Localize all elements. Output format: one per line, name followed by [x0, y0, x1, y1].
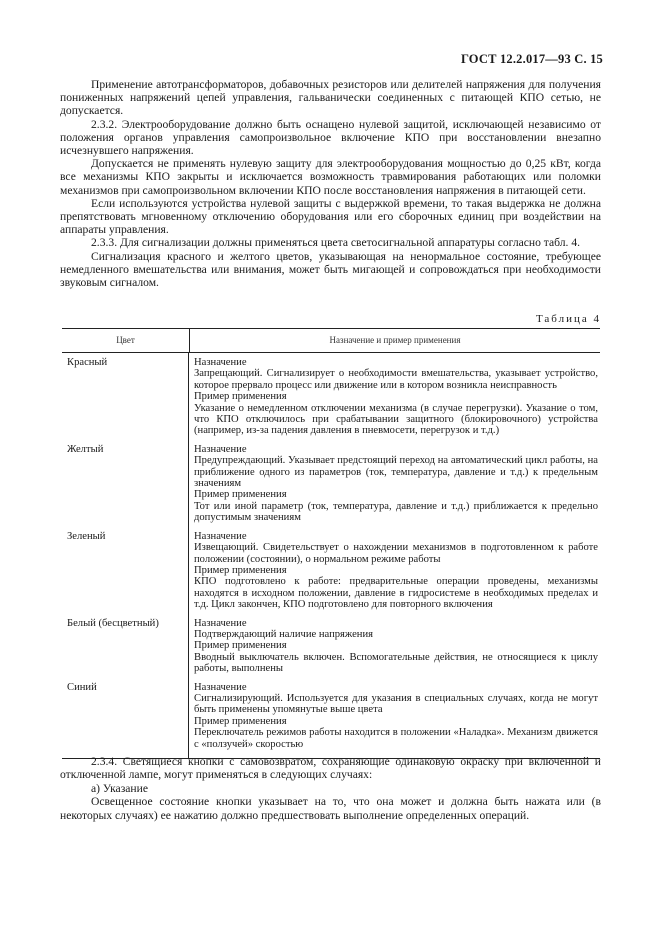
color-cell: Синий	[62, 678, 189, 758]
purpose-line: Сигнализирующий. Используется для указания в специальных случаях, когда не могут быть применены упомянутые выше цвета	[194, 692, 598, 716]
purpose-line: Тот или иной параметр (ток, температура, давление и т.д.) приближается к предельно допустимым значениям	[194, 500, 598, 524]
color-cell: Белый (бесцветный)	[62, 614, 189, 678]
purpose-line: Назначение	[194, 357, 247, 368]
table-row	[62, 440, 600, 527]
paragraph: а) Указание	[91, 781, 148, 795]
paragraph: 2.3.2. Электрооборудование должно быть оснащено нулевой защитой, исключающей независимо от положения органов управления самопроизвольное включение КПО при восстановлении внезапно исчезнувшего напряжения.	[60, 117, 601, 158]
purpose-line: Подтверждающий наличие напряжения	[194, 628, 374, 640]
purpose-line: Назначение	[194, 530, 247, 542]
purpose-cell	[189, 527, 600, 614]
purpose-cell	[189, 614, 600, 678]
paragraph: Применение автотрансформаторов, добавочных резисторов или делителей напряжения для получения пониженных напряжений цепей управления, гальванически соединенных с питающей КПО сетью, не допускается.	[60, 78, 601, 118]
table-body	[62, 353, 600, 759]
paragraph: Допускается не применять нулевую защиту для электрооборудования мощностью до 0,25 кВт, когда все механизмы КПО закрыты и исключается возможность травмирования работающих или поломки механизмов при самопроизвольном включении КПО после восстановления напряжения в питающей сети.	[60, 157, 601, 197]
purpose-line: Переключатель режимов работы находится в положении «Наладка». Механизм движется с «ползучей» скоростью	[194, 727, 598, 750]
purpose-cell	[189, 678, 600, 758]
paragraph: Сигнализация красного и желтого цветов, указывающая на ненормальное состояние, требующее немедленного вмешательства или внимания, может быть мигающей и сопровождаться при необходимости звуковым сигналом.	[60, 249, 601, 290]
table-row	[62, 614, 600, 678]
purpose-line: Запрещающий. Сигнализирует о необходимости вмешательства, указывает устройство, которое прервало процесс или движение или в котором возникла неисправность	[194, 368, 598, 391]
table-row	[62, 678, 600, 759]
paragraph: 2.3.3. Для сигнализации должны применяться цвета светосигнальной аппаратуры согласно табл. 4.	[91, 236, 581, 250]
purpose-line: Пример применения	[194, 640, 287, 652]
purpose-cell	[189, 440, 600, 527]
body-text-bottom	[60, 755, 601, 822]
header-color: Цвет	[62, 329, 190, 352]
paragraph: 2.3.4. Светящиеся кнопки с самовозвратом, сохраняющие одинаковую окраску при включенной и отключенной лампе, могут применяться в следующих случаях:	[60, 755, 601, 782]
color-cell: Желтый	[62, 440, 189, 527]
purpose-line: Вводный выключатель включен. Вспомогательные действия, не относящиеся к циклу работы, выполнены	[194, 651, 598, 675]
table-header-row	[62, 328, 600, 353]
signal-color-table	[62, 328, 600, 759]
purpose-line: Указание о немедленном отключении механизма (в случае перегрузки). Указание о том, что КПО отключилось при срабатывании защитного (блокировочного) устройства (например, из-за падения давления в пневмосети, перегрузок и т.д.)	[194, 402, 598, 437]
table-row	[62, 353, 600, 440]
purpose-line: Назначение	[194, 681, 247, 693]
purpose-line: Пример применения	[194, 564, 287, 576]
header-purpose: Назначение и пример применения	[329, 334, 461, 345]
paragraph: Освещенное состояние кнопки указывает на то, что она может и должна быть нажата или (в некоторых случаях) ее нажатию должно предшествовать выполнение определенных операций.	[60, 795, 601, 822]
purpose-line: Предупреждающий. Указывает предстоящий переход на автоматический цикл работы, на приближение одного из параметров (ток, температура, давление и т.д.) к предельным значениям	[194, 455, 598, 490]
purpose-line: Назначение	[194, 617, 247, 629]
purpose-line: Извещающий. Свидетельствует о нахождении механизмов в подготовленном к работе положении (состоянии), о нормальном режиме работы	[194, 542, 598, 565]
body-text-top	[60, 78, 601, 289]
paragraph: Если используются устройства нулевой защиты с выдержкой времени, то такая выдержка не должна препятствовать мгновенному отключению оборудования или его сборочных единиц при воздействии на аппараты управления.	[60, 196, 601, 237]
purpose-line: Назначение	[194, 443, 247, 455]
purpose-cell	[189, 353, 600, 440]
purpose-line: КПО подготовлено к работе: предварительные операции проведены, механизмы находятся в исходном положении, давление в гидросистеме в необходимых пределах и т.д. Цикл закончен, КПО подготовлено для повторного включения	[194, 576, 598, 611]
color-cell: Красный	[62, 353, 189, 440]
purpose-line: Пример применения	[194, 489, 287, 501]
color-cell: Зеленый	[62, 527, 189, 614]
table-caption: Таблица 4	[535, 313, 601, 325]
table-row	[62, 527, 600, 614]
purpose-line: Пример применения	[194, 391, 287, 403]
page-header: ГОСТ 12.2.017—93 С. 15	[460, 52, 603, 66]
purpose-line: Пример применения	[194, 715, 287, 727]
